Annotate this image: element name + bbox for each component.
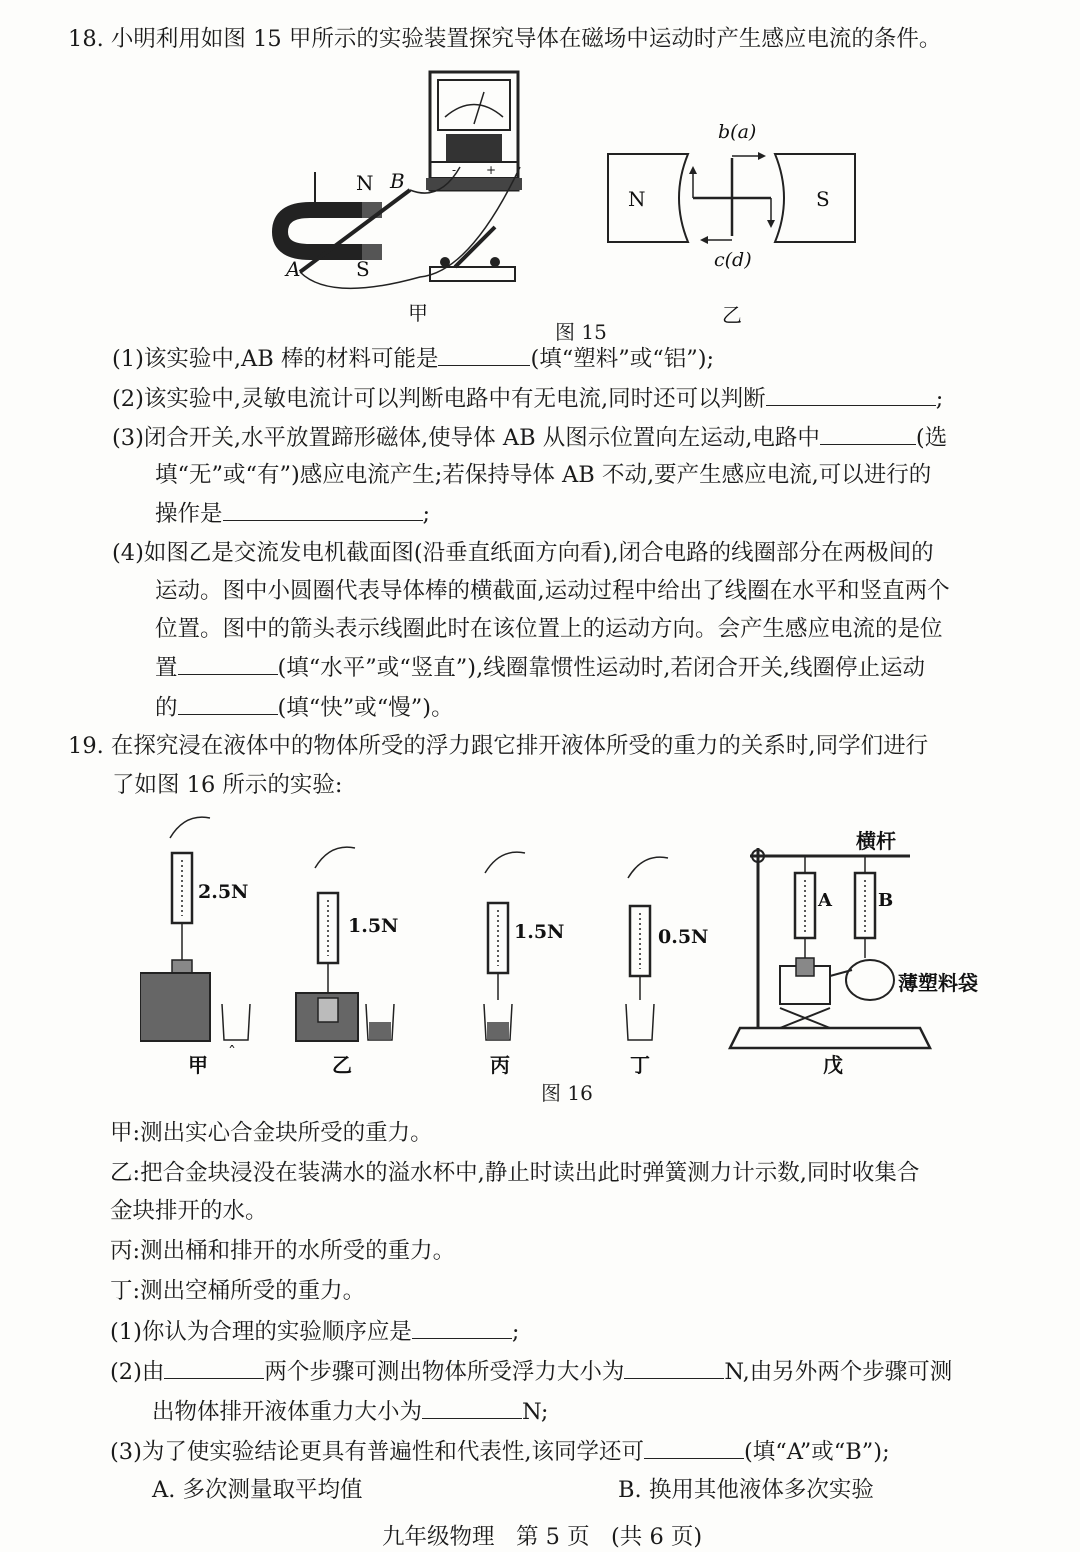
crossbar-label: 横杆 bbox=[856, 829, 896, 853]
q18-stem: 18. 小明利用如图 15 甲所示的实验装置探究导体在磁场中运动时产生感应电流的条件。 bbox=[68, 26, 942, 52]
setup-ding bbox=[626, 857, 708, 1077]
step-bing: 丙:测出桶和排开的水所受的重力。 bbox=[110, 1238, 456, 1264]
subfigure-wu: 戊 bbox=[823, 1053, 843, 1077]
galvanometer-minus: - bbox=[452, 163, 457, 177]
label-S: S bbox=[356, 257, 370, 281]
setup-yi bbox=[296, 847, 398, 1077]
figure-15-yi bbox=[600, 112, 870, 327]
q18-part3-line2: 填“无”或“有”)感应电流产生;若保持导体 AB 不动,要产生感应电流,可以进行的 bbox=[155, 462, 932, 488]
reading-yi: 1.5N bbox=[348, 915, 399, 937]
label-b-a: b(a) bbox=[718, 121, 757, 143]
label-A: A bbox=[286, 257, 301, 281]
answer-blank[interactable] bbox=[412, 1316, 512, 1339]
q19-part2-line2: 出物体排开液体重力大小为 N; bbox=[152, 1396, 548, 1427]
figure-15-jia bbox=[270, 62, 540, 337]
q19-stem-line1: 19. 在探究浸在液体中的物体所受的浮力跟它排开液体所受的重力的关系时,同学们进行 bbox=[68, 733, 929, 759]
q18-part4-line5: 的 (填“快”或“慢”)。 bbox=[155, 692, 454, 723]
subfigure-yi: 乙 bbox=[332, 1053, 352, 1077]
q18-part4-line2: 运动。图中小圆圈代表导体棒的横截面,运动过程中给出了线圈在水平和竖直两个 bbox=[155, 578, 950, 604]
mark: ˆ bbox=[228, 1043, 236, 1062]
step-ding: 丁:测出空桶所受的重力。 bbox=[110, 1278, 366, 1304]
answer-blank[interactable] bbox=[164, 1356, 264, 1379]
q18-part2: (2)该实验中,灵敏电流计可以判断电路中有无电流,同时还可以判断 ; bbox=[112, 383, 943, 414]
q19-stem-line2: 了如图 16 所示的实验: bbox=[112, 772, 343, 798]
figure-16 bbox=[140, 808, 980, 1078]
answer-blank[interactable] bbox=[422, 1396, 522, 1419]
answer-blank[interactable] bbox=[644, 1436, 744, 1459]
meter-B-label: B bbox=[878, 890, 894, 911]
q19-part3: (3)为了使实验结论更具有普遍性和代表性,该同学还可 (填“A”或“B”); bbox=[110, 1436, 890, 1467]
subfigure-ding: 丁 bbox=[630, 1053, 650, 1077]
q18-part3-line3: 操作是 ; bbox=[155, 498, 430, 529]
setup-bing bbox=[484, 852, 564, 1077]
answer-blank[interactable] bbox=[624, 1356, 724, 1379]
answer-blank[interactable] bbox=[223, 498, 423, 521]
subfigure-yi: 乙 bbox=[722, 303, 742, 327]
answer-blank[interactable] bbox=[178, 692, 278, 715]
q18-part4-line3: 位置。图中的箭头表示线圈此时在该位置上的运动方向。会产生感应电流的是位 bbox=[155, 616, 943, 642]
label-N: N bbox=[356, 171, 374, 195]
q19-part1: (1)你认为合理的实验顺序应是 ; bbox=[110, 1316, 519, 1347]
setup-jia bbox=[140, 817, 250, 1077]
setup-wu bbox=[730, 829, 978, 1077]
option-A: A. 多次测量取平均值 bbox=[152, 1477, 363, 1503]
reading-jia: 2.5N bbox=[198, 881, 249, 903]
label-c-d: c(d) bbox=[714, 249, 752, 271]
q18-part4-line1: (4)如图乙是交流发电机截面图(沿垂直纸面方向看),闭合电路的线圈部分在两极间的 bbox=[112, 540, 934, 566]
q18-part3-line1: (3)闭合开关,水平放置蹄形磁体,使导体 AB 从图示位置向左运动,电路中 (选 bbox=[112, 422, 947, 453]
figure-16-caption: 图 16 bbox=[541, 1081, 593, 1105]
reading-ding: 0.5N bbox=[658, 926, 709, 948]
page-footer: 九年级物理 第 5 页 (共 6 页) bbox=[382, 1524, 703, 1550]
meter-A-label: A bbox=[818, 890, 832, 911]
answer-blank[interactable] bbox=[438, 343, 530, 366]
subfigure-jia: 甲 bbox=[408, 301, 428, 325]
plastic-bag-label: 薄塑料袋 bbox=[898, 971, 978, 995]
pole-S: S bbox=[816, 187, 830, 211]
label-B: B bbox=[390, 169, 405, 193]
galvanometer-plus: + bbox=[486, 163, 497, 177]
subfigure-jia: 甲 bbox=[188, 1053, 208, 1077]
option-B: B. 换用其他液体多次实验 bbox=[618, 1477, 874, 1503]
q18-part1: (1)该实验中,AB 棒的材料可能是 (填“塑料”或“铝”); bbox=[112, 343, 714, 374]
step-yi-line1: 乙:把合金块浸没在装满水的溢水杯中,静止时读出此时弹簧测力计示数,同时收集合 bbox=[110, 1160, 920, 1186]
step-jia: 甲:测出实心合金块所受的重力。 bbox=[110, 1120, 433, 1146]
q18-part4-line4: 置 (填“水平”或“竖直”),线圈靠惯性运动时,若闭合开关,线圈停止运动 bbox=[155, 652, 925, 683]
answer-blank[interactable] bbox=[820, 422, 916, 445]
subfigure-bing: 丙 bbox=[490, 1053, 510, 1077]
answer-blank[interactable] bbox=[178, 652, 278, 675]
figure-15-caption: 图 15 bbox=[555, 320, 607, 344]
q19-part2-line1: (2)由 两个步骤可测出物体所受浮力大小为 N,由另外两个步骤可测 bbox=[110, 1356, 952, 1387]
answer-blank[interactable] bbox=[766, 383, 936, 406]
reading-bing: 1.5N bbox=[514, 921, 565, 943]
pole-N: N bbox=[628, 187, 646, 211]
step-yi-line2: 金块排开的水。 bbox=[110, 1198, 268, 1224]
